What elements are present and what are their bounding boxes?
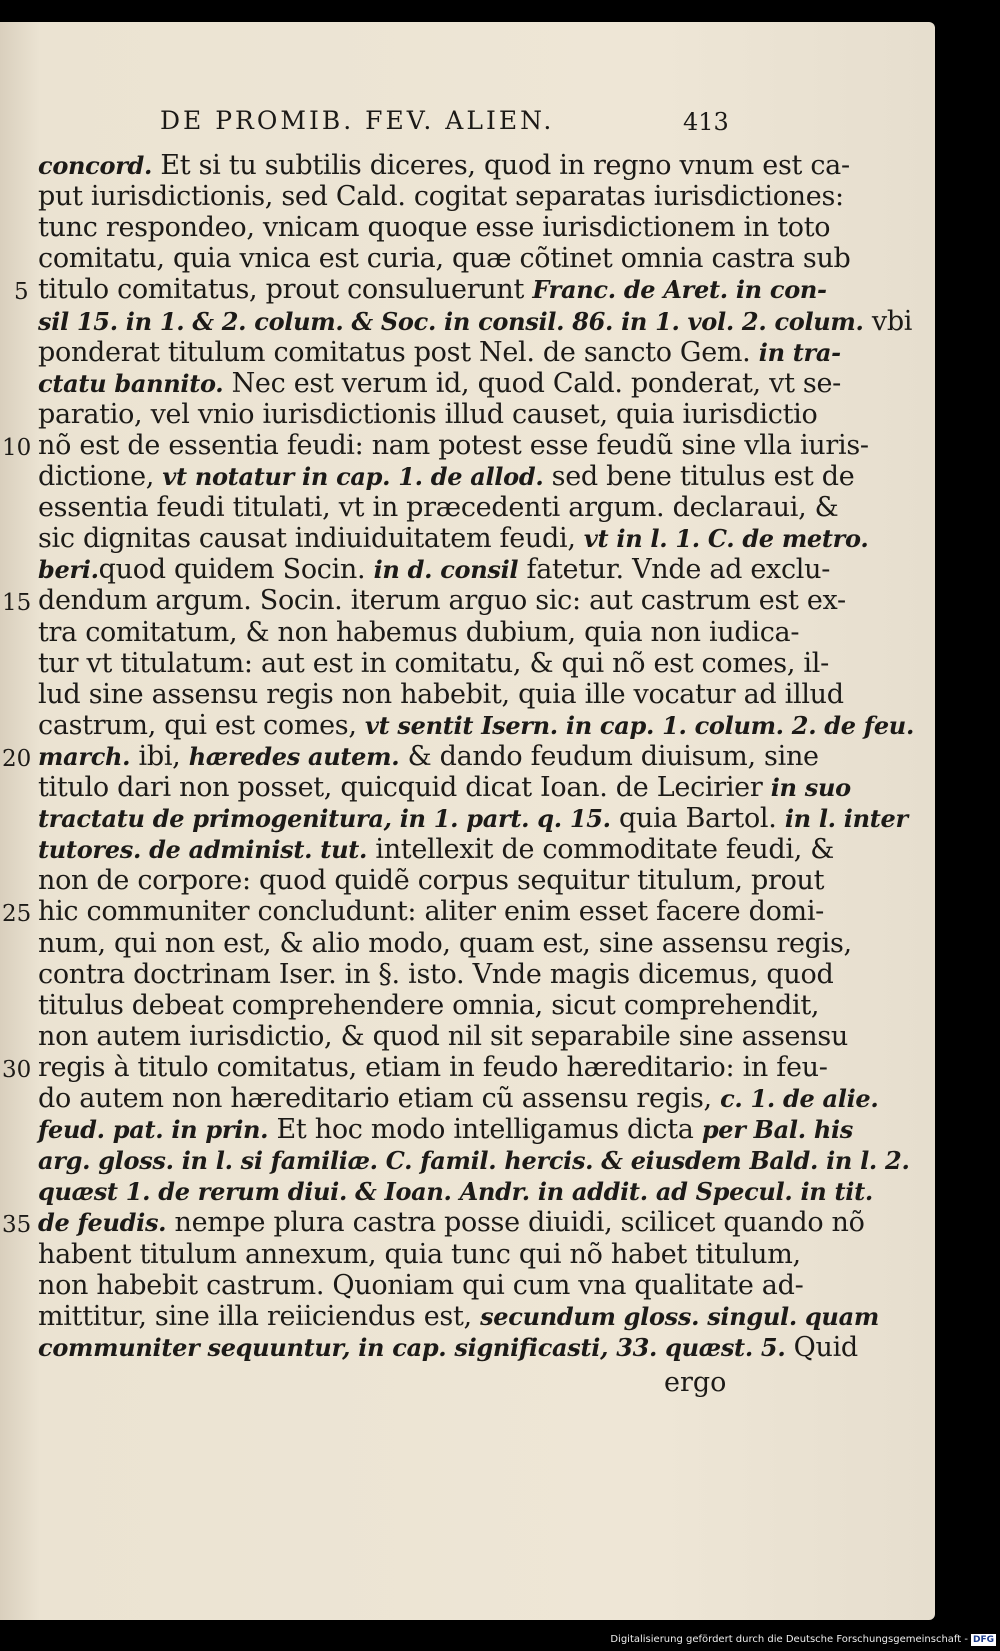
body-segment: ponderat titulum comitatus post Nel. de sancto Gem. [38, 336, 759, 368]
body-segment: regis à titulo comitatus, etiam in feudo hæreditario: in feu- [38, 1051, 828, 1083]
body-segment: tunc respondeo, vnicam quoque esse iurisdictionem in toto [38, 212, 831, 244]
citation-text: beri. [38, 555, 99, 585]
body-segment: Nec est verum id, quod Cald. ponderat, vt se- [223, 367, 841, 399]
text-line [38, 990, 819, 1022]
body-segment: sed bene titulus est de [543, 461, 855, 492]
line-number: 15 [2, 590, 32, 617]
body-segment: ibi, [130, 740, 189, 772]
citation-text: quæst 1. de rerum diui. & Ioan. Andr. in addit. ad Specul. in tit. [38, 1177, 873, 1207]
text-line [38, 679, 844, 711]
body-segment: tur vt titulatum: aut est in comitatu, & qui nõ est comes, il- [38, 647, 829, 679]
body-segment: tra comitatum, & non habemus dubium, quia non iudica- [38, 616, 800, 648]
body-segment: vbi [863, 305, 913, 337]
text-line [38, 399, 817, 431]
line-number: 20 [2, 745, 32, 772]
text-line [38, 274, 827, 306]
text-line [38, 430, 869, 462]
citation-text: c. 1. de alie. [720, 1084, 879, 1113]
catchword: ergo [664, 1366, 727, 1398]
text-line [38, 306, 912, 338]
text-line [38, 181, 844, 213]
body-segment: mittitur, sine illa reiiciendus est, [38, 1300, 481, 1332]
text-line [38, 1176, 873, 1208]
running-header [160, 92, 860, 142]
text-line [38, 865, 824, 897]
citation-text: in suo [770, 773, 851, 802]
credit-text: Digitalisierung gefördert durch die Deutsche Forschungsgemeinschaft - [610, 1634, 968, 1645]
text-line [38, 461, 854, 493]
body-segment: num, qui non est, & alio modo, quam est, sine assensu regis, [38, 927, 852, 959]
body-segment: habent titulum annexum, quia tunc qui nõ habet titulum, [38, 1238, 801, 1270]
text-line [38, 492, 838, 524]
body-segment: titulo comitatus, prout consuluerunt [38, 274, 533, 306]
text-line [38, 1332, 858, 1364]
body-segment: non de corpore: quod quidẽ corpus sequitur titulum, prout [38, 865, 825, 897]
citation-text: in d. consil [373, 555, 519, 585]
line-number: 25 [2, 901, 32, 928]
digitization-credit [600, 1634, 996, 1648]
text-line [38, 928, 852, 960]
citation-text: march. [38, 741, 131, 771]
body-segment: hic communiter concludunt: aliter enim esset facere domi- [38, 896, 824, 928]
text-line [38, 710, 914, 742]
page-number: 413 [683, 108, 729, 136]
citation-text: feud. pat. in prin. [38, 1115, 269, 1145]
citation-text: vt in l. 1. C. de metro. [583, 524, 869, 554]
text-line [38, 803, 908, 835]
text-line [38, 1239, 801, 1271]
body-segment: comitatu, quia vnica est curia, quæ cõtinet omnia castra sub [38, 243, 851, 275]
body-segment: lud sine assensu regis non habebit, quia ille vocatur ad illud [38, 678, 844, 710]
text-line [38, 1114, 853, 1146]
citation-text: per Bal. his [701, 1115, 854, 1145]
line-number: 35 [2, 1212, 32, 1239]
dfg-logo: DFG [972, 1635, 994, 1645]
text-line [38, 1270, 803, 1302]
text-line [38, 1021, 848, 1053]
body-segment: sic dignitas causat indiuiduitatem feudi, [38, 523, 584, 555]
body-segment: dictione, [38, 461, 163, 492]
body-segment: intellexit de commoditate feudi, & [367, 834, 834, 866]
running-title: DE PROMIB. FEV. ALIEN. [160, 106, 555, 135]
text-line [38, 585, 846, 617]
citation-text: communiter sequuntur, in cap. significasti, 33. quæst. 5. [38, 1332, 786, 1362]
text-line [38, 337, 841, 369]
citation-text: tractatu de primogenitura, in 1. part. q. 15. [38, 804, 611, 834]
line-number: 10 [2, 434, 32, 461]
body-segment: quod quidem Socin. [98, 554, 374, 586]
citation-text: vt notatur in cap. 1. de allod. [162, 462, 544, 491]
body-segment: dendum argum. Socin. iterum arguo sic: aut castrum est ex- [38, 585, 846, 617]
body-segment: fatetur. Vnde ad exclu- [518, 554, 831, 586]
body-segment: Et hoc modo intelligamus dicta [268, 1114, 702, 1146]
body-segment: non autem iurisdictio, & quod nil sit separabile sine assensu [38, 1020, 848, 1052]
text-line [38, 1145, 910, 1177]
citation-text: secundum gloss. singul. quam [480, 1301, 879, 1331]
body-segment: Et si tu subtilis diceres, quod in regno vnum est ca- [152, 150, 850, 181]
citation-text: concord. [38, 151, 153, 180]
body-segment: paratio, vel vnio iurisdictionis illud causet, quia iurisdictio [38, 398, 818, 430]
body-segment: do autem non hæreditario etiam cũ assensu regis, [38, 1083, 721, 1114]
citation-text: tutores. de administ. tut. [38, 835, 368, 865]
body-segment: titulo dari non posset, quicquid dicat Ioan. de Lecirier [38, 772, 771, 803]
text-line [38, 368, 841, 400]
body-segment: put iurisdictionis, sed Cald. cogitat separatas iurisdictiones: [38, 181, 844, 213]
book-page [0, 22, 935, 1620]
body-segment: contra doctrinam Iser. in §. isto. Vnde magis dicemus, quod [38, 958, 834, 990]
citation-text: sil 15. in 1. & 2. colum. & Soc. in consil. 86. in 1. vol. 2. colum. [38, 306, 864, 336]
text-line [38, 1052, 828, 1084]
text-line [38, 554, 830, 586]
body-segment: non habebit castrum. Quoniam qui cum vna qualitate ad- [38, 1269, 804, 1301]
citation-text: hæredes autem. [188, 741, 400, 771]
citation-text: vt sentit Isern. in cap. 1. colum. 2. de feu. [364, 710, 915, 740]
citation-text: Franc. de Aret. in con- [532, 275, 827, 305]
citation-text: in tra- [758, 337, 841, 367]
citation-text: arg. gloss. in l. si familiæ. C. famil. hercis. & eiusdem Bald. in l. 2. [38, 1146, 910, 1176]
line-number: 5 [14, 279, 29, 306]
text-line [38, 1083, 878, 1115]
text-line [38, 523, 868, 555]
text-line [38, 150, 850, 182]
text-line [38, 648, 829, 680]
body-segment: nõ est de essentia feudi: nam potest esse feudũ sine vlla iuris- [38, 429, 869, 461]
line-number: 30 [2, 1056, 32, 1083]
body-segment: nempe plura castra posse diuidi, scilicet quando nõ [166, 1207, 865, 1239]
citation-text: in l. inter [784, 804, 908, 834]
text-line [38, 772, 851, 804]
body-segment: Quid [785, 1331, 858, 1363]
citation-text: de feudis. [38, 1208, 167, 1238]
text-line [38, 1207, 865, 1239]
body-segment: essentia feudi titulati, vt in præcedenti argum. declaraui, & [38, 492, 839, 524]
text-line [38, 617, 799, 649]
text-line [38, 243, 851, 275]
body-segment: & dando feudum diuisum, sine [399, 740, 819, 772]
body-segment: castrum, qui est comes, [38, 709, 365, 741]
text-line [38, 1301, 879, 1333]
body-segment: titulus debeat comprehendere omnia, sicut comprehendit, [38, 989, 820, 1021]
text-line [38, 896, 824, 928]
citation-text: ctatu bannito. [38, 368, 224, 398]
text-line [38, 212, 830, 244]
body-segment: quia Bartol. [610, 803, 785, 835]
text-line [38, 834, 834, 866]
text-line [38, 741, 819, 773]
text-line [38, 959, 833, 991]
